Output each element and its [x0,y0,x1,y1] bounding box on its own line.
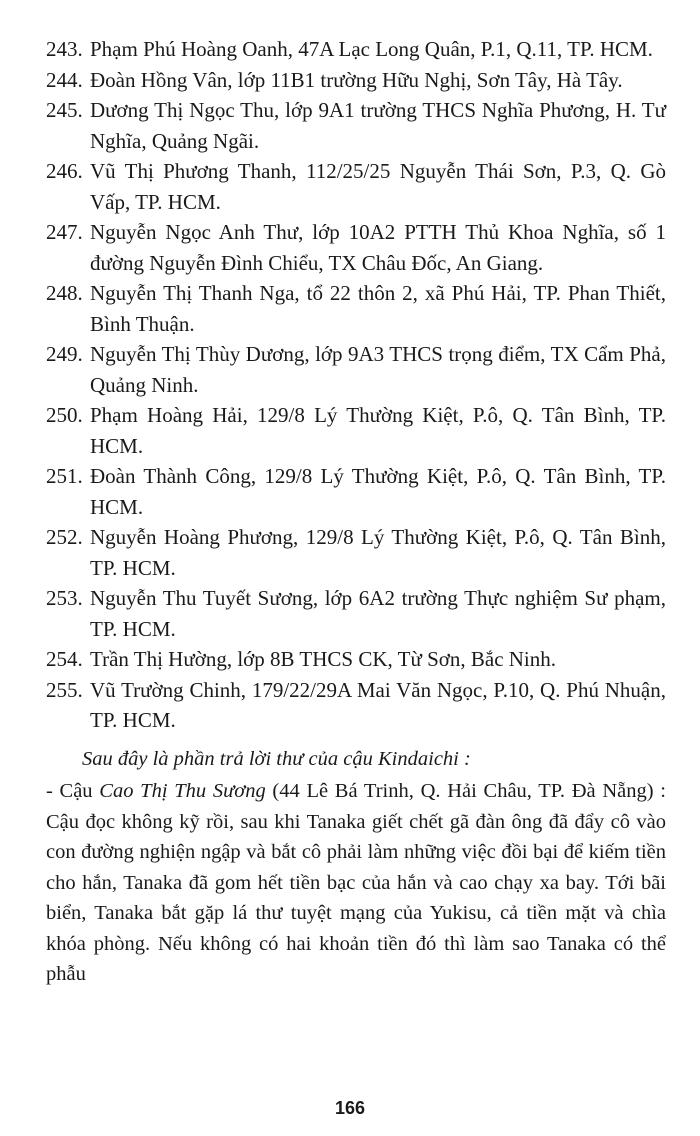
list-item [46,95,666,156]
entry-number: 253. [46,586,83,610]
entry-text: Nguyễn Thu Tuyết Sương, lớp 6A2 trường Thực nghiệm Sư phạm, TP. HCM. [90,586,666,641]
entry-number: 246. [46,159,83,183]
entry-number: 255. [46,677,83,702]
reply-prefix: - Cậu [46,780,100,802]
list-item [46,217,666,278]
list-item [46,34,666,65]
entry-number: 251. [46,464,83,488]
list-item [46,644,666,675]
entry-text: Nguyễn Thị Thanh Nga, tổ 22 thôn 2, xã Phú Hải, TP. Phan Thiết, Bình Thuận. [90,281,666,336]
entry-number: 252. [46,525,83,549]
list-item [46,65,666,96]
list-item [46,156,666,217]
page-content [46,34,666,990]
entry-number: 247. [46,220,83,244]
entry-text: Nguyễn Ngọc Anh Thư, lớp 10A2 PTTH Thủ Khoa Nghĩa, số 1 đường Nguyễn Đình Chiểu, TX Châu Đốc, An Giang. [90,220,666,275]
entry-text: Vũ Trường Chinh, 179/22/29A Mai Văn Ngọc, P.10, Q. Phú Nhuận, TP. HCM. [90,677,666,732]
entry-text: Vũ Thị Phương Thanh, 112/25/25 Nguyễn Thái Sơn, P.3, Q. Gò Vấp, TP. HCM. [90,159,666,214]
list-item [46,583,666,644]
entry-text: Phạm Phú Hoàng Oanh, 47A Lạc Long Quân, P.1, Q.11, TP. HCM. [90,37,653,61]
reply-body: (44 Lê Bá Trinh, Q. Hải Châu, TP. Đà Nẵng) : Cậu đọc không kỹ rồi, sau khi Tanaka giết chết gã đàn ông đã đẩy cô vào con đường nghiện ngập và bắt cô phải làm những việc đồi bại để kiếm tiền cho hắn, Tanaka đã gom hết tiền bạc của hắn và cao chạy xa bay. Tới bãi biển, Tanaka bắt gặp lá thư tuyệt mạng của Yukisu, cả tiền mặt và chìa khóa phòng. Nếu không có hai khoản tiền đó thì làm sao Tanaka có thể phẫu [46,780,666,985]
entry-number: 245. [46,98,83,122]
entry-number: 243. [46,37,83,61]
address-list [46,34,666,736]
entry-number: 248. [46,281,83,305]
reply-recipient-name: Cao Thị Thu Sương [99,780,266,802]
entry-number: 254. [46,647,83,671]
list-item [46,522,666,583]
reply-paragraph [46,776,666,990]
entry-text: Nguyễn Thị Thùy Dương, lớp 9A3 THCS trọng điểm, TX Cẩm Phả, Quảng Ninh. [90,342,666,397]
entry-text: Dương Thị Ngọc Thu, lớp 9A1 trường THCS Nghĩa Phương, H. Tư Nghĩa, Quảng Ngãi. [90,98,666,153]
list-item [46,339,666,400]
list-item [46,675,666,736]
list-item [46,461,666,522]
entry-text: Đoàn Thành Công, 129/8 Lý Thường Kiệt, P.ô, Q. Tân Bình, TP. HCM. [90,464,666,519]
entry-text: Nguyễn Hoàng Phương, 129/8 Lý Thường Kiệt, P.ô, Q. Tân Bình, TP. HCM. [90,525,666,580]
entry-number: 250. [46,403,83,427]
entry-text: Phạm Hoàng Hải, 129/8 Lý Thường Kiệt, P.ô, Q. Tân Bình, TP. HCM. [90,403,666,458]
entry-number: 249. [46,342,83,366]
entry-text: Đoàn Hồng Vân, lớp 11B1 trường Hữu Nghị, Sơn Tây, Hà Tây. [90,67,623,92]
reply-intro: Sau đây là phần trả lời thư của cậu Kindaichi : [82,747,471,770]
page-number: 166 [334,1098,366,1118]
list-item [46,400,666,461]
entry-number: 244. [46,67,83,92]
list-item [46,278,666,339]
entry-text: Trần Thị Hường, lớp 8B THCS CK, Từ Sơn, Bắc Ninh. [90,647,557,671]
